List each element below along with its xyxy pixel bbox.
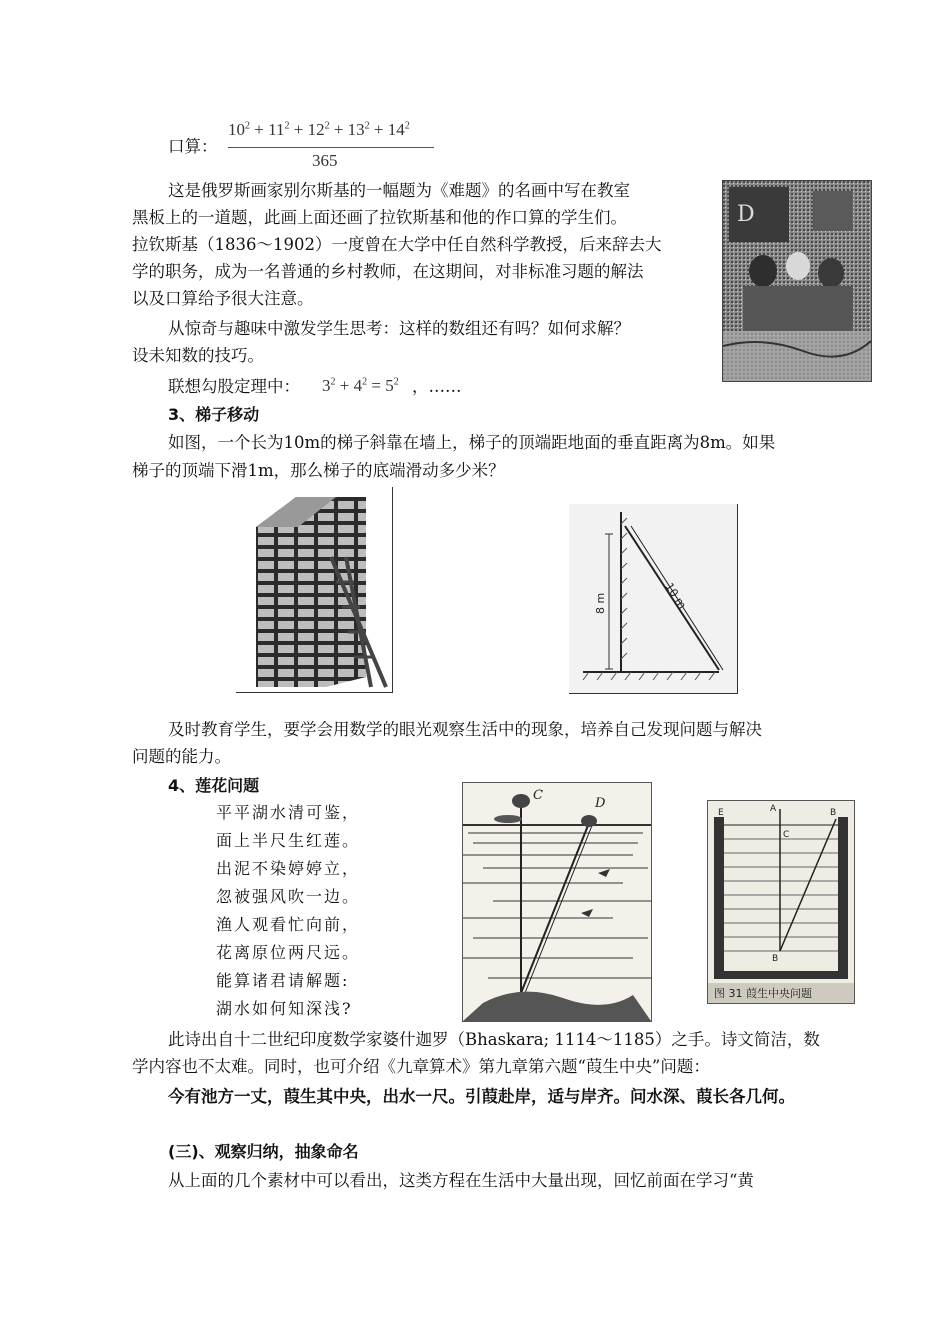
fraction-bar — [228, 147, 434, 148]
reed-caption: 图 31 葭生中央问题 — [714, 987, 812, 1000]
exponent: 2 — [364, 120, 370, 132]
exponent: 2 — [284, 120, 290, 132]
reed-label-b-top: B — [830, 808, 837, 818]
poem-line: 湖水如何知深浅? — [216, 999, 353, 1018]
numerator-term: 10 — [228, 120, 245, 139]
intro-line: 学的职务，成为一名普通的乡村教师，在这期间，对非标准习题的解法 — [132, 262, 644, 281]
numerator-term: 14 — [387, 120, 405, 139]
intro-line: 黑板上的一道题，此画上面还画了拉钦斯基和他的作口算的学生们。 — [132, 208, 627, 227]
section3-line: 如图，一个长为10m的梯子斜靠在墙上，梯子的顶端距地面的垂直距离为8m。如果 — [168, 433, 776, 452]
lotus-label-d: D — [595, 796, 606, 811]
exponent: 2 — [362, 376, 368, 388]
oral-calc-label: 口算： — [168, 137, 218, 156]
section3-line: 梯子的顶端下滑1m，那么梯子的底端滑动多少米？ — [132, 461, 505, 480]
exponent: 2 — [330, 376, 336, 388]
poem-line: 能算诸君请解题: — [216, 971, 350, 990]
think-line: 从惊奇与趣味中激发学生思考：这样的数组还有吗？如何求解？ — [168, 319, 630, 338]
section-three-heading: (三)、观察归纳，抽象命名 — [168, 1142, 359, 1161]
plus-operator: + — [293, 120, 304, 139]
lotus-image — [462, 782, 652, 1022]
ladder-diagram — [569, 504, 738, 694]
source-line: 学内容也不太难。同时，也可介绍《九章算术》第九章第六题“葭生中央”问题： — [132, 1057, 710, 1076]
lotus-label-c: C — [533, 788, 543, 803]
numerator-term: 13 — [347, 120, 365, 139]
reed-label-e: E — [718, 808, 724, 818]
poem-line: 渔人观看忙向前， — [216, 915, 361, 934]
intro-line: 拉钦斯基（1836～1902）一度曾在大学中任自然科学教授，后来辞去大 — [132, 235, 662, 254]
poem-line: 忽被强风吹一边。 — [216, 887, 361, 906]
oral-calc-numerator — [228, 120, 410, 140]
think-line: 设未知数的技巧。 — [132, 346, 264, 365]
height-label: 8 m — [594, 592, 607, 614]
reed-pond-diagram — [707, 800, 855, 1004]
reed-label-a: A — [770, 804, 777, 814]
poem-line: 花离原位两尺远。 — [216, 943, 361, 962]
poem-line: 平平湖水清可鉴， — [216, 803, 361, 822]
pythag-a: 3 — [322, 376, 331, 395]
plus-operator: + — [339, 376, 350, 395]
ancient-problem: 今有池方一丈，葭生其中央，出水一尺。引葭赴岸，适与岸齐。问水深、葭长各几何。 — [168, 1087, 795, 1106]
source-line: 此诗出自十二世纪印度数学家婆什迦罗（Bhaskara; 1114～1185）之手。诗文简洁，数 — [168, 1030, 820, 1049]
oral-calc-denominator: 365 — [312, 151, 338, 170]
svg-text:D: D — [737, 202, 755, 227]
poem-line: 出泥不染婷婷立， — [216, 859, 361, 878]
exponent: 2 — [245, 120, 250, 132]
educate-line: 问题的能力。 — [132, 747, 231, 766]
exponent: 2 — [393, 376, 399, 388]
pythag-c: 5 — [385, 376, 394, 395]
intro-line: 以及口算给予很大注意。 — [132, 289, 314, 308]
pythag-equation — [322, 376, 399, 396]
pythag-b: 4 — [353, 376, 363, 395]
plus-operator: + — [254, 120, 264, 139]
section-three-line: 从上面的几个素材中可以看出，这类方程在生活中大量出现，回忆前面在学习“黄 — [168, 1171, 754, 1190]
numerator-term: 12 — [307, 120, 325, 139]
painting-image — [722, 180, 872, 382]
reed-label-c: C — [783, 830, 790, 840]
plus-operator: + — [373, 120, 384, 139]
intro-line: 这是俄罗斯画家别尔斯基的一幅题为《难题》的名画中写在教室 — [168, 181, 630, 200]
exponent: 2 — [404, 120, 410, 132]
ladder-wall-image — [236, 487, 393, 693]
section3-heading: 3、梯子移动 — [168, 405, 260, 424]
pythag-label: 联想勾股定理中： — [168, 377, 300, 396]
reed-label-b: B — [772, 954, 779, 964]
poem-line: 面上半尺生红莲。 — [216, 831, 361, 850]
equals-operator: = — [371, 376, 381, 395]
exponent: 2 — [324, 120, 330, 132]
length-label: 10 m — [662, 580, 689, 612]
plus-operator: + — [333, 120, 344, 139]
educate-line: 及时教育学生，要学会用数学的眼光观察生活中的现象，培养自己发现问题与解决 — [168, 720, 762, 739]
numerator-term: 11 — [268, 120, 285, 139]
pythag-tail: ，…… — [412, 377, 462, 396]
section4-heading: 4、莲花问题 — [168, 776, 260, 795]
